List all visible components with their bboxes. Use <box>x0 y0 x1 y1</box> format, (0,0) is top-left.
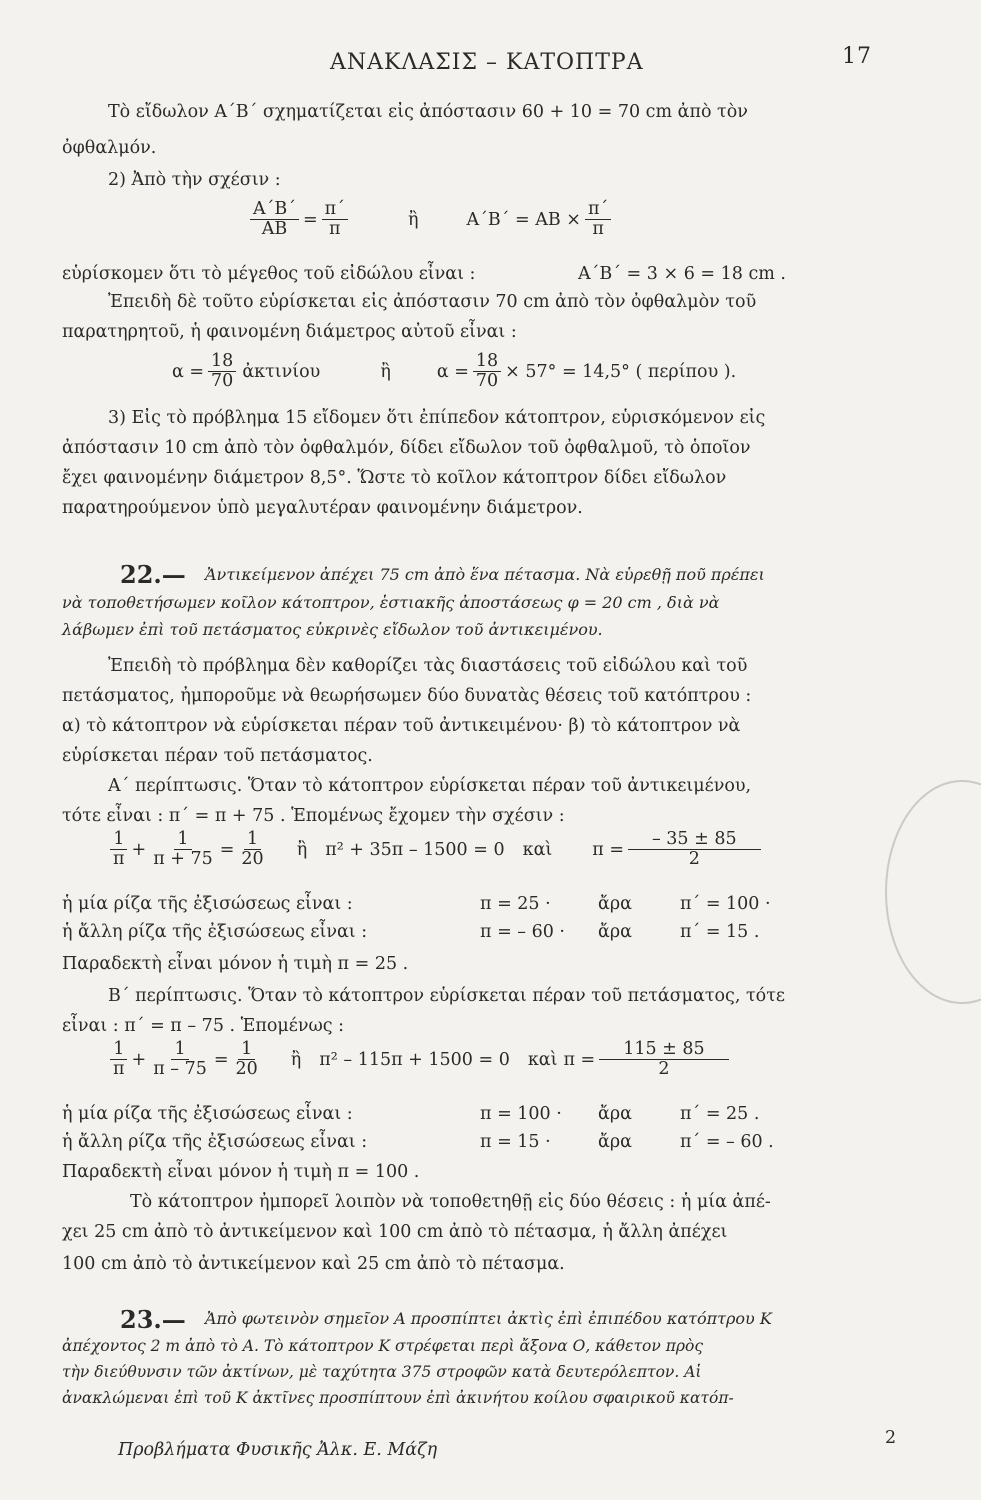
text-line: ἡ μία ρίζα τῆς ἐξισώσεως εἶναι : <box>62 894 353 914</box>
text-line: 100 cm ἀπὸ τὸ ἀντικείμενον καὶ 25 cm ἀπὸ τὸ πέτασμα. <box>62 1254 565 1274</box>
text-line: ἡ ἄλλη ρίζα τῆς ἐξισώσεως εἶναι : <box>62 922 368 942</box>
fraction: $\frac{A΄B΄}{AB}$ <box>250 200 299 240</box>
text-line: τότε εἶναι : π΄ = π + 75 . Ἑπομένως ἔχομεν τὴν σχέσιν : <box>62 806 565 826</box>
text-line: π΄ = 15 . <box>680 922 760 942</box>
text-line: ἡ μία ρίζα τῆς ἐξισώσεως εἶναι : <box>62 1104 353 1124</box>
text-line: π΄ = 100 · <box>680 894 771 914</box>
problem-statement: ἀπέχοντος 2 m ἀπὸ τὸ Α. Τὸ κάτοπτρον Κ στρέφεται περὶ ἄξονα Ο, κάθετον πρὸς <box>62 1337 704 1355</box>
running-header: ΑΝΑΚΛΑΣΙΣ – ΚΑΤΟΠΤΡΑ <box>330 50 644 75</box>
text-line: ἄρα <box>598 894 632 914</box>
problem-statement: ἀνακλώμεναι ἐπὶ τοῦ Κ ἀκτῖνες προσπίπτουν ἐπὶ ἀκινήτου κοίλου σφαιρικοῦ κατόπ- <box>62 1389 734 1407</box>
text-line: ἀπόστασιν 10 cm ἀπὸ τὸν ὀφθαλμόν, δίδει εἴδωλον τοῦ ὀφθαλμοῦ, τὸ ὁποῖον <box>62 438 751 458</box>
fraction: $\frac{115 \pm 85}{2}$ <box>599 1040 728 1080</box>
equation-case-b: $\frac{1}{\pi}$ + $\frac{1}{\pi - 75}$ = $\frac{1}{20}$ ἢ π² – 115π + 1500 = 0 καὶ π = $\frac{115 \pm 85}{2}$ <box>110 1040 729 1080</box>
library-stamp <box>885 780 981 1004</box>
text-line: ὀφθαλμόν. <box>62 138 157 158</box>
fraction: $\frac{1}{\pi}$ <box>110 830 128 870</box>
text-line: ἄρα <box>598 922 632 942</box>
text-line: Παραδεκτὴ εἶναι μόνον ἡ τιμὴ π = 100 . <box>62 1162 420 1182</box>
fraction: $\frac{\pi΄}{\pi}$ <box>585 200 611 240</box>
fraction: $\frac{1}{\pi - 75}$ <box>153 1039 207 1080</box>
fraction: $\frac{18}{70}$ <box>208 352 236 392</box>
fraction: $\frac{1}{20}$ <box>235 1039 258 1080</box>
text-line: ἔχει φαινομένην διάμετρον 8,5°. Ὥστε τὸ κοῖλον κάτοπτρον δίδει εἴδωλον <box>62 468 727 488</box>
fraction: $\frac{1}{\pi + 75}$ <box>153 829 213 870</box>
text-line: πετάσματος, ἠμποροῦμε νὰ θεωρήσωμεν δύο δυνατὰς θέσεις τοῦ κατόπτρου : <box>62 686 752 706</box>
text-line: Παραδεκτὴ εἶναι μόνον ἡ τιμὴ π = 25 . <box>62 954 409 974</box>
problem-statement: Ἀντικείμενον ἀπέχει 75 cm ἀπὸ ἕνα πέτασμα. Νὰ εὑρεθῇ ποῦ πρέπει <box>205 565 765 584</box>
fraction: $\frac{\pi΄}{\pi}$ <box>322 200 348 240</box>
text-line: Ἐπειδὴ δὲ τοῦτο εὑρίσκεται εἰς ἀπόστασιν 70 cm ἀπὸ τὸν ὀφθαλμὸν τοῦ <box>108 292 757 312</box>
problem-number: 22.— <box>120 560 186 589</box>
text-line: Α΄ περίπτωσις. Ὅταν τὸ κάτοπτρον εὑρίσκεται πέραν τοῦ ἀντικειμένου, <box>108 776 752 796</box>
text-line: π΄ = – 60 . <box>680 1132 774 1152</box>
text-line: π = – 60 · <box>480 922 565 942</box>
problem-statement: Ἀπὸ φωτεινὸν σημεῖον Α προσπίπτει ἀκτὶς ἐπὶ ἐπιπέδου κατόπτρου Κ <box>205 1309 772 1328</box>
problem-number: 23.— <box>120 1305 186 1334</box>
equation-case-a: $\frac{1}{\pi}$ + $\frac{1}{\pi + 75}$ = $\frac{1}{20}$ ἢ π² + 35π – 1500 = 0 καὶ π = $\frac{- 35 \pm 85}{2}$ <box>110 830 761 870</box>
text-line: παρατηρούμενον ὑπὸ μεγαλυτέραν φαινομένην διάμετρον. <box>62 498 583 518</box>
text-line: Τὸ κάτοπτρον ἠμπορεῖ λοιπὸν νὰ τοποθετηθῇ εἰς δύο θέσεις : ἡ μία ἀπέ- <box>130 1192 771 1212</box>
footer-sheet-number: 2 <box>885 1428 897 1448</box>
text-line: Τὸ εἴδωλον Α΄Β΄ σχηματίζεται εἰς ἀπόστασιν 60 + 10 = 70 cm ἀπὸ τὸν <box>108 102 748 122</box>
text-line: π = 15 · <box>480 1132 551 1152</box>
text-line: εὑρίσκομεν ὅτι τὸ μέγεθος τοῦ εἰδώλου εἶναι : <box>62 264 476 284</box>
text-line: χει 25 cm ἀπὸ τὸ ἀντικείμενον καὶ 100 cm ἀπὸ τὸ πέτασμα, ἡ ἄλλη ἀπέχει <box>62 1222 728 1242</box>
problem-statement: λάβωμεν ἐπὶ τοῦ πετάσματος εὐκρινὲς εἴδωλον τοῦ ἀντικειμένου. <box>62 620 603 639</box>
text-line: εἶναι : π΄ = π – 75 . Ἑπομένως : <box>62 1016 345 1036</box>
fraction: $\frac{1}{\pi}$ <box>110 1040 128 1080</box>
problem-statement: τὴν διεύθυνσιν τῶν ἀκτίνων, μὲ ταχύτητα 375 στροφῶν κατὰ δευτερόλεπτον. Αἱ <box>62 1363 702 1381</box>
footer-book-title: Προβλήματα Φυσικῆς Ἀλκ. Ε. Μάζη <box>118 1440 438 1460</box>
text-line: Α΄Β΄ = 3 × 6 = 18 cm . <box>578 264 786 284</box>
text-line: 2) Ἀπὸ τὴν σχέσιν : <box>108 170 281 190</box>
fraction: $\frac{- 35 \pm 85}{2}$ <box>628 830 761 870</box>
text-line: π = 100 · <box>480 1104 562 1124</box>
problem-statement: νὰ τοποθετήσωμεν κοῖλον κάτοπτρον, ἑστιακῆς ἀποστάσεως φ = 20 cm , διὰ νὰ <box>62 593 720 612</box>
equation-ratio: $\frac{A΄B΄}{AB}$ = $\frac{\pi΄}{\pi}$ ἢ Α΄Β΄ = ΑΒ × $\frac{\pi΄}{\pi}$ <box>250 200 611 240</box>
text-line: Β΄ περίπτωσις. Ὅταν τὸ κάτοπτρον εὑρίσκεται πέραν τοῦ πετάσματος, τότε <box>108 986 785 1006</box>
text-line: παρατηρητοῦ, ἡ φαινομένη διάμετρος αὐτοῦ εἶναι : <box>62 322 517 342</box>
text-line: π΄ = 25 . <box>680 1104 760 1124</box>
text-line: π = 25 · <box>480 894 551 914</box>
text-line: εὑρίσκεται πέραν τοῦ πετάσματος. <box>62 746 373 766</box>
equation-angle: α = $\frac{18}{70}$ ἀκτινίου ἢ α = $\frac{18}{70}$ × 57° = 14,5° ( περίπου ). <box>172 351 737 392</box>
fraction: $\frac{18}{70}$ <box>473 352 501 392</box>
text-line: ἄρα <box>598 1132 632 1152</box>
fraction: $\frac{1}{20}$ <box>241 829 264 870</box>
text-line: Ἐπειδὴ τὸ πρόβλημα δὲν καθορίζει τὰς διαστάσεις τοῦ εἰδώλου καὶ τοῦ <box>108 656 748 676</box>
page-number: 17 <box>842 44 872 69</box>
text-line: 3) Εἰς τὸ πρόβλημα 15 εἴδομεν ὅτι ἐπίπεδον κάτοπτρον, εὑρισκόμενον εἰς <box>108 408 766 428</box>
text-line: ἄρα <box>598 1104 632 1124</box>
text-line: ἡ ἄλλη ρίζα τῆς ἐξισώσεως εἶναι : <box>62 1132 368 1152</box>
text-line: α) τὸ κάτοπτρον νὰ εὑρίσκεται πέραν τοῦ ἀντικειμένου· β) τὸ κάτοπτρον νὰ <box>62 716 741 736</box>
